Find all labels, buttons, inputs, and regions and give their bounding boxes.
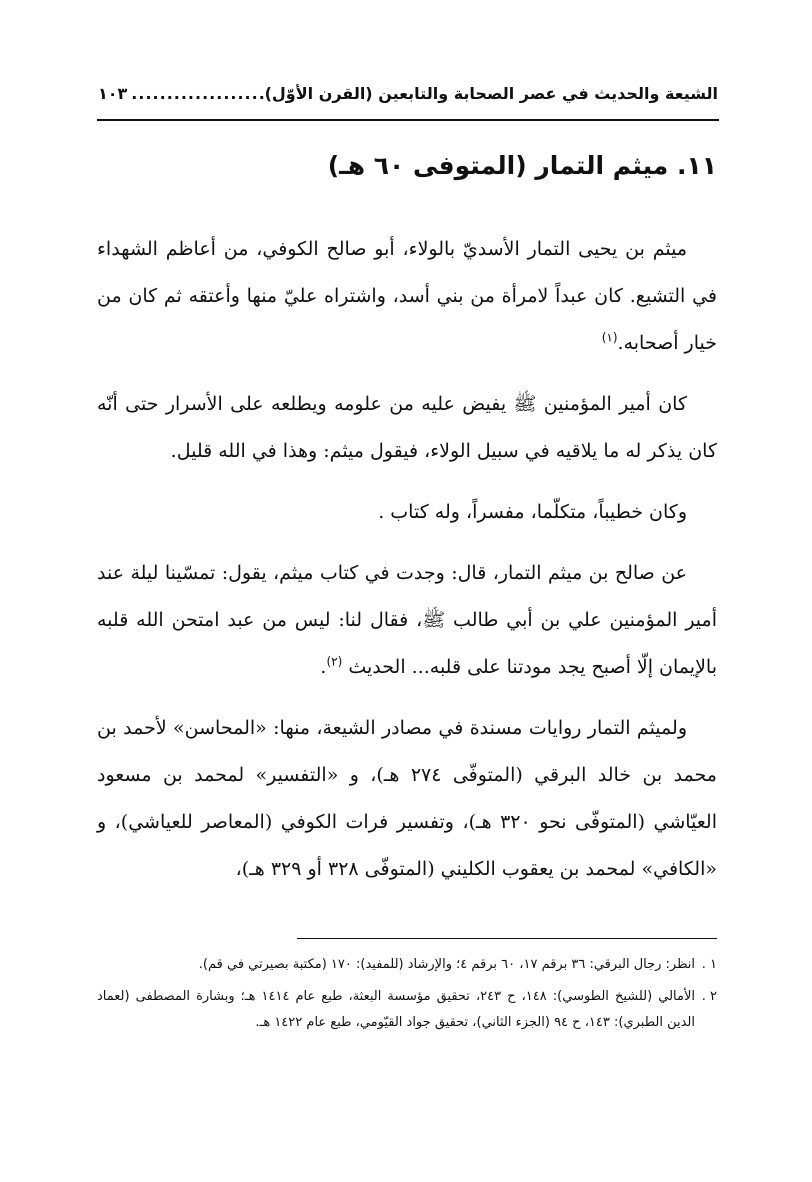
paragraph-text: ميثم بن يحيى التمار الأسديّ بالولاء، أبو صالح الكوفي، من أعاظم الشهداء في التشيع. كان عبداً لامرأة من بني أسد، واشتراه عليّ منها وأعتقه ثم كان من خيار أصحابه.	[97, 238, 717, 354]
paragraph-text: كان أمير المؤمنين ﷺ يفيض عليه من علومه ويطلعه على الأسرار حتى أنّه كان يذكر له ما يلاقيه في سبيل الولاء، فيقول ميثم: وهذا في الله قليل.	[97, 393, 717, 462]
running-head-leader-dots	[127, 84, 264, 103]
paragraph-1	[97, 226, 717, 367]
body-text	[97, 226, 717, 907]
paragraph-5	[97, 705, 717, 893]
section-heading: ١١. ميثم التمار (المتوفى ٦٠ هـ)	[327, 151, 717, 180]
footnote-number: ١ .	[701, 957, 717, 972]
footnote-2	[97, 984, 717, 1036]
footnote-ref-1: (١)	[601, 330, 618, 345]
running-head-title: الشيعة والحديث في عصر الصحابة والتابعين (القرن الأوّل)	[264, 84, 718, 103]
footnote-text: انظر: رجال البرقي: ٣٦ برقم ١٧، ٦٠ برقم ٤؛ والإرشاد (للمفيد): ١٧٠ (مكتبة بصيرتي في قم).	[198, 957, 695, 972]
paragraph-text: ولميثم التمار روايات مسندة في مصادر الشيعة، منها: «المحاسن» لأحمد بن محمد بن خالد البرقي (المتوفّى ٢٧٤ هـ)، و «التفسير» لمحمد بن مسعود العيّاشي (المتوفّى نحو ٣٢٠ هـ)، وتفسير فرات الكوفي (المعاصر للعياشي)، و «الكافي» لمحمد بن يعقوب الكليني (المتوفّى ٣٢٨ أو ٣٢٩ هـ)،	[97, 717, 717, 880]
footnote-ref-2: (٢)	[326, 654, 343, 669]
paragraph-text: وكان خطيباً، متكلّما، مفسراً، وله كتاب .	[378, 501, 687, 523]
paragraph-2	[97, 381, 717, 475]
footnote-1	[97, 952, 717, 978]
footnote-number: ٢ .	[701, 989, 717, 1004]
paragraph-4: عن صالح بن ميثم التمار، قال: وجدت في كتاب ميثم، يقول: تمسّينا ليلة عند أمير المؤمنين علي بن أبي طالب ﷺ، فقال لنا: ليس من عبد امتحن الله قلبه بالإيمان إلّا أصبح يجد مودتنا على قلبه... الحديث $^{(٢)}$.	[97, 562, 717, 678]
footnote-text: الأمالي (للشيخ الطوسي): ١٤٨، ح ٢٤٣، تحقيق مؤسسة البعثة، طبع عام ١٤١٤ هـ؛ وبشارة المصطفى (لعماد الدين الطبري): ١٤٣، ح ٩٤ (الجزء الثاني)، تحقيق جواد القيّومي، طبع عام ١٤٢٢ هـ.	[97, 989, 695, 1030]
paragraph-text: عن صالح بن ميثم التمار، قال: وجدت في كتاب ميثم، يقول: تمسّينا ليلة عند أمير المؤمنين علي بن أبي طالب ﷺ، فقال لنا: ليس من عبد امتحن الله قلبه بالإيمان إلّا أصبح يجد مودتنا على قلبه... الحديث	[97, 562, 717, 678]
paragraph-3	[97, 489, 717, 536]
header-rule	[97, 119, 719, 121]
page-number: ١٠٣	[98, 84, 128, 103]
footnote-separator	[297, 938, 717, 939]
running-head	[98, 84, 718, 114]
footnotes	[97, 952, 717, 1042]
